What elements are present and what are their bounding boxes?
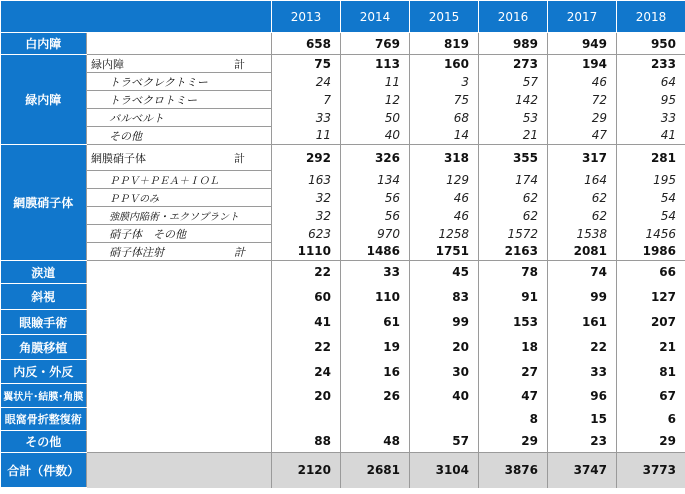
value-cell: 317 — [548, 145, 617, 171]
total-row — [1, 453, 685, 488]
table-row — [1, 207, 685, 225]
value-cell: 96 — [548, 384, 617, 408]
value-cell: 14 — [410, 127, 479, 145]
category-label: 白内障 — [1, 33, 87, 55]
value-cell: 24 — [272, 73, 341, 91]
value-cell: 1110 — [272, 243, 341, 261]
value-cell: 41 — [272, 310, 341, 335]
category-label: 内反・外反 — [1, 360, 87, 384]
value-cell: 174 — [479, 171, 548, 189]
table-row — [1, 73, 685, 91]
value-cell: 1486 — [341, 243, 410, 261]
category-label: 眼瞼手術 — [1, 310, 87, 335]
value-cell: 75 — [410, 91, 479, 109]
value-cell: 1456 — [617, 225, 685, 243]
value-cell: 153 — [479, 310, 548, 335]
sub-label: 緑内障 計 — [87, 55, 272, 73]
value-cell: 78 — [479, 261, 548, 284]
sub-label — [87, 453, 272, 488]
value-cell: 54 — [617, 189, 685, 207]
value-cell: 33 — [548, 360, 617, 384]
value-cell: 32 — [272, 189, 341, 207]
sub-label — [87, 360, 272, 384]
value-cell: 19 — [341, 335, 410, 360]
value-cell: 53 — [479, 109, 548, 127]
value-cell: 22 — [548, 335, 617, 360]
value-cell: 40 — [410, 384, 479, 408]
table-row — [1, 109, 685, 127]
value-cell: 67 — [617, 384, 685, 408]
table-row — [1, 225, 685, 243]
category-label: 角膜移植 — [1, 335, 87, 360]
value-cell: 623 — [272, 225, 341, 243]
value-cell: 292 — [272, 145, 341, 171]
table-row — [1, 384, 685, 408]
value-cell: 3104 — [410, 453, 479, 488]
value-cell: 195 — [617, 171, 685, 189]
value-cell: 3773 — [617, 453, 685, 488]
table-row — [1, 127, 685, 145]
value-cell: 29 — [617, 431, 685, 453]
value-cell: 27 — [479, 360, 548, 384]
value-cell: 273 — [479, 55, 548, 73]
value-cell: 207 — [617, 310, 685, 335]
value-cell: 29 — [548, 109, 617, 127]
year-header: 2014 — [341, 1, 410, 33]
table-row — [1, 145, 685, 171]
value-cell: 20 — [410, 335, 479, 360]
value-cell: 56 — [341, 189, 410, 207]
sub-label: ＰＰＶ＋ＰＥＡ＋ＩＯＬ — [87, 171, 272, 189]
value-cell: 22 — [272, 261, 341, 284]
category-label: 涙道 — [1, 261, 87, 284]
value-cell: 99 — [548, 284, 617, 310]
value-cell: 11 — [272, 127, 341, 145]
sub-label — [87, 431, 272, 453]
value-cell: 1986 — [617, 243, 685, 261]
value-cell: 72 — [548, 91, 617, 109]
value-cell — [410, 408, 479, 431]
value-cell: 99 — [410, 310, 479, 335]
value-cell: 12 — [341, 91, 410, 109]
category-label: 緑内障 — [1, 55, 87, 145]
value-cell: 18 — [479, 335, 548, 360]
table-row — [1, 408, 685, 431]
year-header: 2016 — [479, 1, 548, 33]
value-cell: 21 — [479, 127, 548, 145]
table-row — [1, 360, 685, 384]
total-mark: 計 — [234, 151, 245, 165]
value-cell: 989 — [479, 33, 548, 55]
value-cell: 60 — [272, 284, 341, 310]
value-cell: 127 — [617, 284, 685, 310]
value-cell: 355 — [479, 145, 548, 171]
value-cell: 81 — [617, 360, 685, 384]
value-cell: 3 — [410, 73, 479, 91]
sub-label — [87, 384, 272, 408]
category-label: 眼窩骨折整復術 — [1, 408, 87, 431]
category-label: その他 — [1, 431, 87, 453]
value-cell: 16 — [341, 360, 410, 384]
value-cell: 949 — [548, 33, 617, 55]
value-cell — [341, 408, 410, 431]
value-cell: 57 — [479, 73, 548, 91]
value-cell: 194 — [548, 55, 617, 73]
value-cell: 50 — [341, 109, 410, 127]
value-cell: 40 — [341, 127, 410, 145]
value-cell: 41 — [617, 127, 685, 145]
year-header: 2017 — [548, 1, 617, 33]
value-cell: 950 — [617, 33, 685, 55]
value-cell: 15 — [548, 408, 617, 431]
value-cell: 32 — [272, 207, 341, 225]
sub-label — [87, 310, 272, 335]
value-cell: 64 — [617, 73, 685, 91]
header-corner — [1, 1, 272, 33]
table-row — [1, 243, 685, 261]
value-cell: 11 — [341, 73, 410, 91]
sub-label: ＰＰＶのみ — [87, 189, 272, 207]
value-cell: 61 — [341, 310, 410, 335]
value-cell: 47 — [479, 384, 548, 408]
value-cell: 66 — [617, 261, 685, 284]
value-cell: 110 — [341, 284, 410, 310]
sub-label: 硝子体 その他 — [87, 225, 272, 243]
table-row — [1, 55, 685, 73]
value-cell: 3747 — [548, 453, 617, 488]
year-header: 2015 — [410, 1, 479, 33]
value-cell: 91 — [479, 284, 548, 310]
value-cell — [272, 408, 341, 431]
value-cell: 318 — [410, 145, 479, 171]
table-row — [1, 335, 685, 360]
value-cell: 33 — [617, 109, 685, 127]
value-cell: 75 — [272, 55, 341, 73]
value-cell: 30 — [410, 360, 479, 384]
value-cell: 134 — [341, 171, 410, 189]
value-cell: 54 — [617, 207, 685, 225]
value-cell: 113 — [341, 55, 410, 73]
category-label: 斜視 — [1, 284, 87, 310]
value-cell: 7 — [272, 91, 341, 109]
value-cell: 33 — [341, 261, 410, 284]
value-cell: 62 — [479, 189, 548, 207]
total-mark: 計 — [234, 57, 245, 71]
sub-label: 硝子体注射 計 — [87, 243, 272, 261]
value-cell: 161 — [548, 310, 617, 335]
value-cell: 129 — [410, 171, 479, 189]
value-cell: 21 — [617, 335, 685, 360]
table-row — [1, 310, 685, 335]
value-cell: 46 — [548, 73, 617, 91]
value-cell: 163 — [272, 171, 341, 189]
value-cell: 326 — [341, 145, 410, 171]
sub-label — [87, 261, 272, 284]
value-cell: 74 — [548, 261, 617, 284]
value-cell: 2163 — [479, 243, 548, 261]
value-cell: 57 — [410, 431, 479, 453]
value-cell: 2081 — [548, 243, 617, 261]
value-cell: 819 — [410, 33, 479, 55]
category-label: 網膜硝子体 — [1, 145, 87, 261]
value-cell: 1538 — [548, 225, 617, 243]
value-cell: 62 — [548, 207, 617, 225]
value-cell: 233 — [617, 55, 685, 73]
value-cell: 29 — [479, 431, 548, 453]
value-cell: 33 — [272, 109, 341, 127]
value-cell: 164 — [548, 171, 617, 189]
sub-label — [87, 335, 272, 360]
value-cell: 769 — [341, 33, 410, 55]
value-cell: 56 — [341, 207, 410, 225]
value-cell: 160 — [410, 55, 479, 73]
value-cell: 1258 — [410, 225, 479, 243]
value-cell: 62 — [479, 207, 548, 225]
table-row — [1, 171, 685, 189]
value-cell: 83 — [410, 284, 479, 310]
table-row — [1, 431, 685, 453]
value-cell: 48 — [341, 431, 410, 453]
year-header: 2018 — [617, 1, 685, 33]
value-cell: 47 — [548, 127, 617, 145]
sub-label — [87, 408, 272, 431]
value-cell: 68 — [410, 109, 479, 127]
sub-label: バルベルト — [87, 109, 272, 127]
category-label: 翼状片･結膜･角膜 — [1, 384, 87, 408]
sub-label: 強膜内陥術・エクソプラント — [87, 207, 272, 225]
value-cell: 20 — [272, 384, 341, 408]
total-mark: 計 — [234, 245, 245, 259]
value-cell: 26 — [341, 384, 410, 408]
value-cell: 2120 — [272, 453, 341, 488]
value-cell: 23 — [548, 431, 617, 453]
sub-label — [87, 33, 272, 55]
sub-label: トラベクロトミー — [87, 91, 272, 109]
category-label: 合計（件数） — [1, 453, 87, 488]
value-cell: 24 — [272, 360, 341, 384]
value-cell: 62 — [548, 189, 617, 207]
sub-label — [87, 284, 272, 310]
year-header: 2013 — [272, 1, 341, 33]
value-cell: 8 — [479, 408, 548, 431]
value-cell: 2681 — [341, 453, 410, 488]
value-cell: 6 — [617, 408, 685, 431]
table-row — [1, 189, 685, 207]
table-row — [1, 284, 685, 310]
value-cell: 22 — [272, 335, 341, 360]
value-cell: 88 — [272, 431, 341, 453]
sub-label: トラベクレクトミー — [87, 73, 272, 91]
value-cell: 1751 — [410, 243, 479, 261]
value-cell: 1572 — [479, 225, 548, 243]
value-cell: 3876 — [479, 453, 548, 488]
sub-label: その他 — [87, 127, 272, 145]
value-cell: 658 — [272, 33, 341, 55]
header-row — [1, 1, 685, 33]
value-cell: 46 — [410, 207, 479, 225]
value-cell: 970 — [341, 225, 410, 243]
value-cell: 95 — [617, 91, 685, 109]
sub-label: 網膜硝子体 計 — [87, 145, 272, 171]
value-cell: 46 — [410, 189, 479, 207]
table-row — [1, 33, 685, 55]
value-cell: 142 — [479, 91, 548, 109]
table-row — [1, 91, 685, 109]
value-cell: 281 — [617, 145, 685, 171]
value-cell: 45 — [410, 261, 479, 284]
table-row — [1, 261, 685, 284]
